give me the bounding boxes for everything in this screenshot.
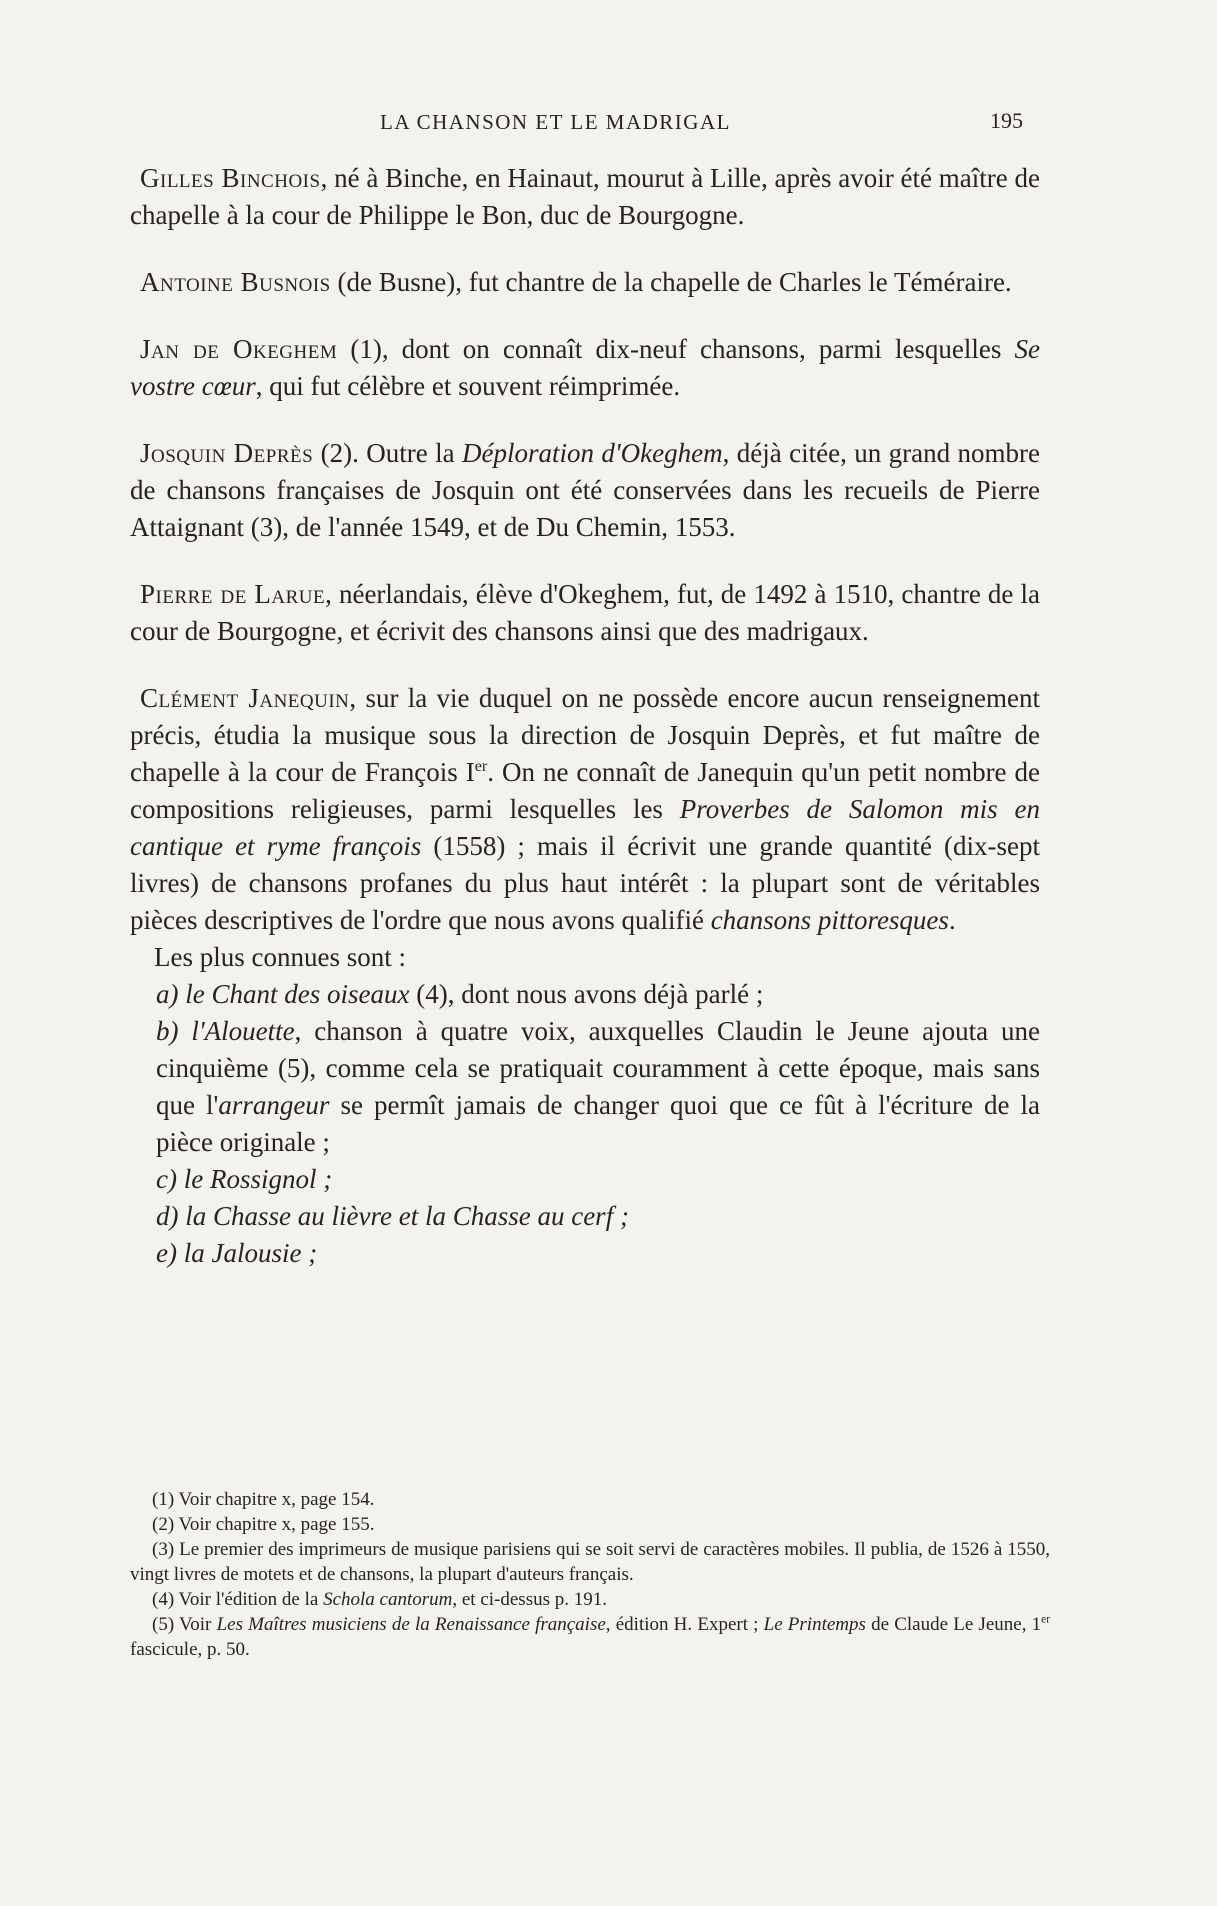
entry-okeghem: [130, 331, 1040, 405]
work-title: la Chasse au lièvre et la Chasse au cerf ;: [185, 1201, 629, 1231]
work-title: Déploration d'Okeghem: [462, 438, 723, 468]
footnote: (4) Voir l'édition de la Schola cantorum, et ci-dessus p. 191.: [152, 1589, 607, 1610]
work-title: le Chant des oiseaux: [185, 979, 410, 1009]
list-item: e) la Jalousie ;: [156, 1238, 318, 1268]
term: chansons pittoresques: [710, 905, 949, 935]
entry-larue: [130, 576, 1040, 650]
composer-name: Josquin Deprès: [140, 438, 314, 468]
footnote: (3) Le premier des imprimeurs de musique parisiens qui se soit servi de caractères mobiles. Il publia, de 1526 à 1550, vingt livres de motets et de chansons, la plupart d'auteurs français.: [130, 1539, 1050, 1585]
entry-text: , né à Binche, en Hainaut, mourut à Lille, après avoir été maître de chapelle à la cour de Philippe le Bon, duc de Bourgogne.: [130, 163, 1041, 230]
list-intro: Les plus connues sont :: [154, 942, 406, 972]
body-text: [130, 160, 1040, 1272]
footnotes: [130, 1487, 1050, 1662]
work-title: Proverbes de Salomon mis en cantique et ryme françois: [130, 794, 1040, 861]
list-item: c) le Rossignol ;: [156, 1164, 333, 1194]
entry-text: (de Busne), fut chantre de la chapelle de Charles le Téméraire.: [330, 267, 1012, 297]
page-number: 195: [990, 108, 1023, 133]
footnote: (1) Voir chapitre x, page 154.: [152, 1489, 375, 1510]
composer-name: Pierre de Larue: [140, 579, 326, 609]
entry-depres: [130, 435, 1040, 546]
composer-name: Jan de Okeghem: [140, 334, 338, 364]
work-title: le Rossignol ;: [183, 1164, 333, 1194]
superscript: er: [474, 757, 488, 775]
entry-text: , sur la vie duquel on ne possède encore aucun renseignement précis, étudia la musique sous la direction de Josquin Deprès, et fut maître de chapelle à la cour de François I: [130, 683, 1040, 787]
entry-text: .: [948, 905, 956, 935]
footnote: (2) Voir chapitre x, page 155.: [152, 1514, 375, 1535]
running-head: LA CHANSON ET LE MADRIGAL: [380, 110, 731, 134]
composer-name: Gilles Binchois: [140, 163, 321, 193]
list-item: a) le Chant des oiseaux (4), dont nous avons déjà parlé ;: [156, 979, 764, 1009]
entry-janequin: [130, 680, 1040, 939]
entry-text: (2). Outre la: [313, 438, 462, 468]
work-title: l'Alouette: [191, 1016, 295, 1046]
entry-text: , néerlandais, élève d'Okeghem, fut, de 1492 à 1510, chantre de la cour de Bourgogne, et écrivit des chansons ainsi que des madrigaux.: [130, 579, 1040, 646]
footnote: (5) Voir Les Maîtres musiciens de la Renaissance française, édition H. Expert ; Le Printemps de Claude Le Jeune, 1er fascicule, p. 50.: [130, 1613, 1050, 1660]
term: arrangeur: [218, 1090, 330, 1120]
entry-text: , qui fut célèbre et souvent réimprimée.: [255, 371, 681, 401]
list-item: d) la Chasse au lièvre et la Chasse au cerf ;: [156, 1201, 629, 1231]
entry-text: , déjà citée, un grand nombre de chansons françaises de Josquin ont été conservées dans les recueils de Pierre Attaignant (3), de l'année 1549, et de Du Chemin, 1553.: [130, 438, 1040, 542]
entry-binchois: [130, 160, 1040, 234]
work-title: Se vostre cœur: [130, 334, 1040, 401]
entry-text: (1), dont on connaît dix-neuf chansons, parmi lesquelles: [337, 334, 1015, 364]
entry-text: . On ne connaît de Janequin qu'un petit nombre de compositions religieuses, parmi lesquelles les: [130, 757, 1040, 824]
composer-name: Clément Janequin: [140, 683, 350, 713]
entry-text: (1558) ; mais il écrivit une grande quantité (dix-sept livres) de chansons profanes du plus haut intérêt : la plupart sont de véritables pièces descriptives de l'ordre que nous avons qualifié: [130, 831, 1040, 935]
work-title: la Jalousie ;: [183, 1238, 318, 1268]
list-item: b) l'Alouette, chanson à quatre voix, auxquelles Claudin le Jeune ajouta une cinquième (5), comme cela se pratiquait couramment à cette époque, mais sans que l'arrangeur se permît jamais de changer quoi que ce fût à l'écriture de la pièce originale ;: [156, 1016, 1040, 1157]
entry-busnois: [130, 264, 1040, 301]
composer-name: Antoine Busnois: [140, 267, 331, 297]
